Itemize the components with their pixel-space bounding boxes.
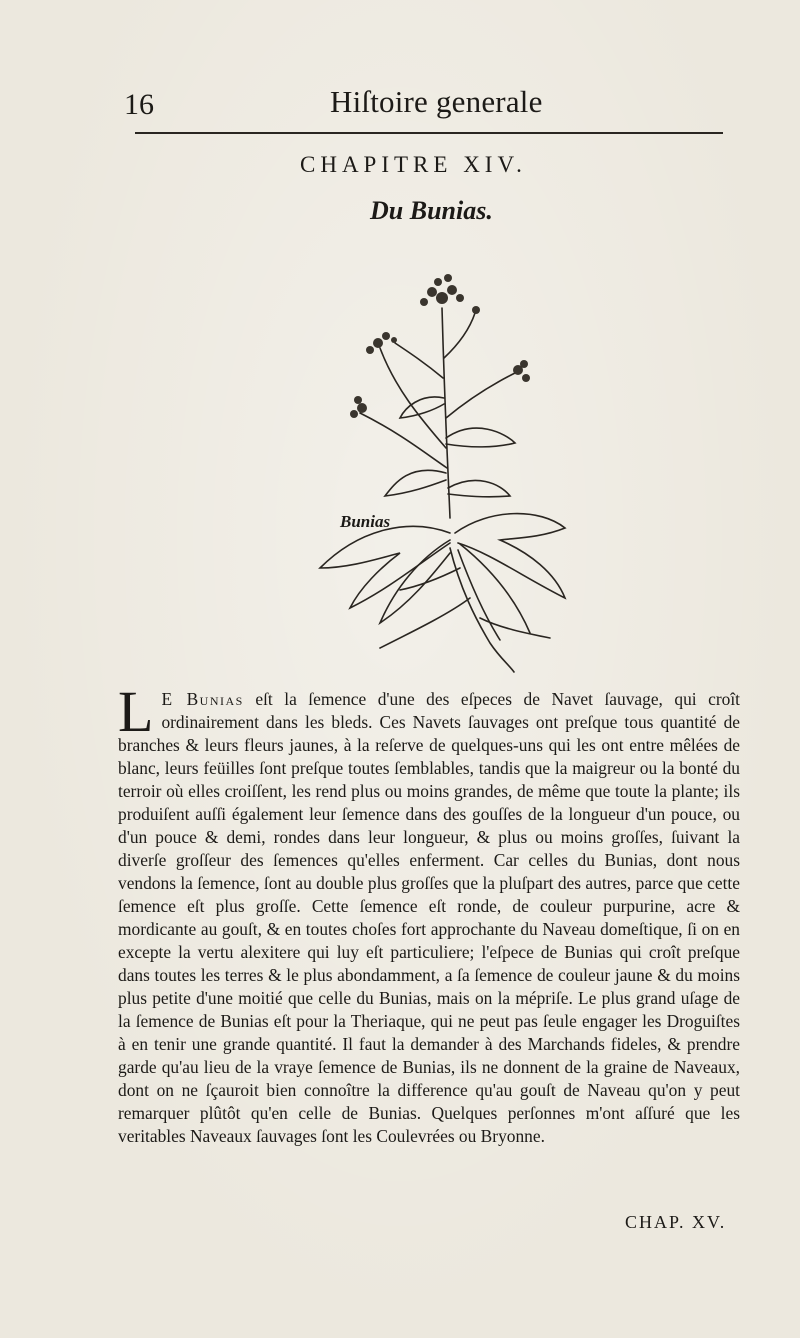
catchword: CHAP. XV.	[625, 1212, 727, 1232]
bunias-plant-icon	[300, 268, 590, 678]
drop-cap: L	[118, 679, 154, 744]
illustration-caption: Bunias	[340, 512, 391, 531]
page-number: 16	[124, 88, 154, 121]
running-title: Hiſtoire generale	[330, 84, 543, 119]
chapter-subtitle: Du Bunias.	[370, 196, 493, 225]
header-rule	[135, 132, 723, 134]
lead-word: E Bunias	[161, 689, 244, 709]
body-text: eſt la ſemence d'une des eſpeces de Navet ſauvage, qui croît ordinairement dans les bleds. Ces Navets ſauvages ont preſque tous quantité de branches & leurs fleurs jaunes, à la reſerve de quelques-uns qui les ont entre mêlées de blanc, leurs feüilles ſont preſque toutes ſemblables, tandis que la maigreur ou la bonté du terroir où elles croiſſent, les rend plus ou moins grandes, de même que toute la plante; ils produiſent auſſi également leur ſemence dans des gouſſes de la longueur d'un pouce, ou d'un pouce & demi, rondes dans leur longueur, & plus ou moins groſſes, ſuivant la diverſe groſſeur des ſemences qu'elles enferment. Car celles du Bunias, dont nous vendons la ſemence, ſont au double plus groſſes que la pluſpart des autres, parce que cette ſemence eſt plus groſſe. Cette ſemence eſt ronde, de couleur purpurine, acre & mordicante au gouſt, & en toutes choſes fort approchante du Naveau domeſtique, ſi on en excepte la vertu alexitere qui luy eſt particuliere; l'eſpece de Bunias qui croît preſque dans toutes les terres & le plus abondamment, a ſa ſemence de couleur jaune & du moins plus petite d'une moitié que celle du Bunias, mais on la mépriſe. Le plus grand uſage de la ſemence de Bunias eſt pour la Theriaque, qui ne peut pas ſeule engager les Droguiſtes à en tenir une grande quantité. Il faut la demander à des Marchands fideles, & prendre garde qu'au lieu de la vraye ſemence de Bunias, ils ne donnent de la graine de Naveaux, dont on ne ſçauroit bien connoître la difference qu'au gouſt de Naveau qu'on y peut remarquer plûtôt qu'en celle de Bunias. Quelques perſonnes m'ont aſſuré que les veritables Naveaux ſauvages ſont les Coulevrées ou Bryonne.	[118, 689, 740, 1146]
body-paragraph	[118, 679, 740, 1148]
chapter-title: CHAPITRE XIV.	[300, 152, 527, 177]
